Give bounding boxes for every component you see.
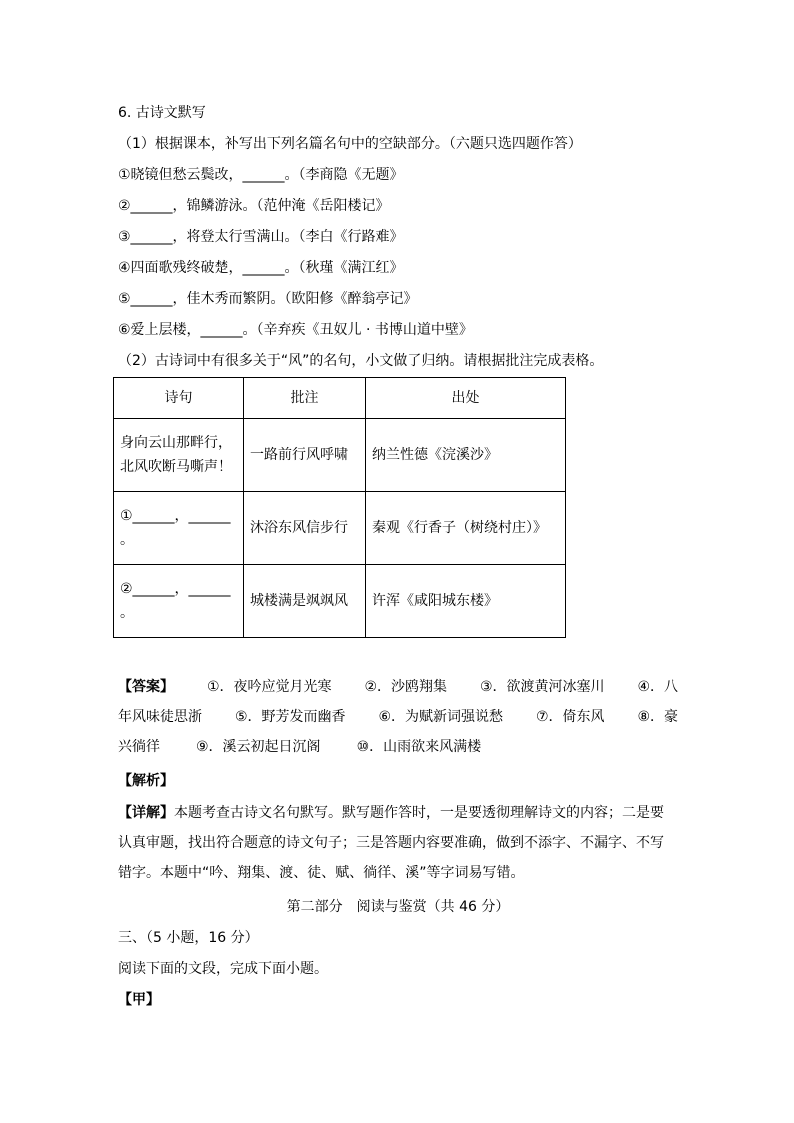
poem-line-cell — [114, 419, 244, 492]
answer-item: ⑨．溪云初起日沉阁 — [196, 739, 321, 755]
source-cell: 纳兰性德《浣溪沙》 — [366, 419, 566, 492]
part-1-instruction: （1）根据课本，补写出下列名篇名句中的空缺部分。（六题只选四题作答） — [118, 136, 582, 152]
poem-line-1: ①______，______ — [120, 508, 231, 524]
poem-line-cell — [114, 492, 244, 565]
annotation-cell: 城楼满是飒飒风 — [244, 565, 366, 638]
poem-line-1: 身向云山那畔行， — [120, 435, 232, 451]
recitation-item-1: ①晓镜但愁云鬓改，______。（李商隐《无题》 — [118, 167, 404, 183]
detail-label: 【详解】 — [118, 805, 174, 821]
detail-text-line-2: 认真审题，找出符合题意的诗文句子；三是答题内容要准确，做到不添字、不漏字、不写 — [118, 835, 664, 851]
answer-item: ⑥．为赋新词强说愁 — [378, 709, 503, 725]
answer-item: ③．欲渡黄河冰塞川 — [479, 679, 605, 695]
wind-poem-table — [113, 377, 566, 638]
section-3-heading: 三、（5 小题，16 分） — [118, 930, 259, 946]
annotation-cell: 沐浴东风信步行 — [244, 492, 366, 565]
poem-line-2: 北风吹断马嘶声！ — [120, 459, 232, 475]
header-annotation: 批注 — [244, 378, 366, 419]
recitation-item-6: ⑥爱上层楼，______。（辛弃疾《丑奴儿 · 书博山道中壁》 — [118, 322, 473, 338]
answer-row-2 — [118, 702, 678, 732]
part-2-instruction: （2）古诗词中有很多关于“风”的名句，小文做了归纳。请根据批注完成表格。 — [118, 353, 604, 369]
poem-line-2: 。 — [120, 605, 134, 621]
part-2-heading: 第二部分 阅读与鉴赏（共 46 分） — [286, 899, 510, 915]
answer-item: ①．夜吟应觉月光寒 — [206, 679, 332, 695]
poem-line-2: 。 — [120, 532, 134, 548]
table-row — [114, 565, 566, 638]
recitation-item-3: ③______，将登太行雪满山。（李白《行路难》 — [118, 229, 404, 245]
recitation-item-5: ⑤______，佳木秀而繁阴。（欧阳修《醉翁亭记》 — [118, 291, 418, 307]
answer-item: 兴徜徉 — [118, 739, 160, 755]
answer-item: 年风味徒思浙 — [118, 709, 202, 725]
answer-item: ⑤．野芳发而幽香 — [234, 709, 346, 725]
answer-row-3 — [118, 732, 678, 762]
answer-row-1 — [118, 672, 678, 702]
answer-item: ②．沙鸥翔集 — [364, 679, 447, 695]
detail-text-line-3: 错字。本题中“吟、翔集、渡、徒、赋、徜徉、溪”等字词易写错。 — [118, 865, 525, 881]
answer-item: ④．八 — [637, 679, 678, 695]
answer-item: ⑧．豪 — [637, 709, 678, 725]
passage-jia-label: 【甲】 — [118, 992, 160, 1008]
header-poem-line: 诗句 — [114, 378, 244, 419]
reading-instruction: 阅读下面的文段，完成下面小题。 — [118, 961, 328, 977]
detail-text-line-1: 本题考查古诗文名句默写。默写题作答时，一是要透彻理解诗文的内容；二是要 — [174, 805, 664, 821]
recitation-item-2: ②______，锦鳞游泳。（范仲淹《岳阳楼记》 — [118, 198, 390, 214]
question-6-title: 6. 古诗文默写 — [118, 105, 206, 121]
answer-item: ⑩．山雨欲来风满楼 — [356, 739, 482, 755]
table-header-row — [114, 378, 566, 419]
answer-item: ⑦．倚东风 — [535, 709, 605, 725]
header-source: 出处 — [366, 378, 566, 419]
annotation-cell: 一路前行风呼啸 — [244, 419, 366, 492]
poem-line-1: ②______，______ — [120, 581, 231, 597]
analysis-detail — [118, 798, 678, 888]
recitation-item-4: ④四面歌残终破楚，______。（秋瑾《满江红》 — [118, 260, 404, 276]
source-cell: 秦观《行香子（树绕村庄）》 — [366, 492, 566, 565]
poem-line-cell — [114, 565, 244, 638]
answer-block — [118, 672, 678, 762]
table-row — [114, 492, 566, 565]
analysis-label: 【解析】 — [118, 773, 174, 789]
source-cell: 许浑《咸阳城东楼》 — [366, 565, 566, 638]
table-row — [114, 419, 566, 492]
answer-label: 【答案】 — [118, 679, 174, 695]
